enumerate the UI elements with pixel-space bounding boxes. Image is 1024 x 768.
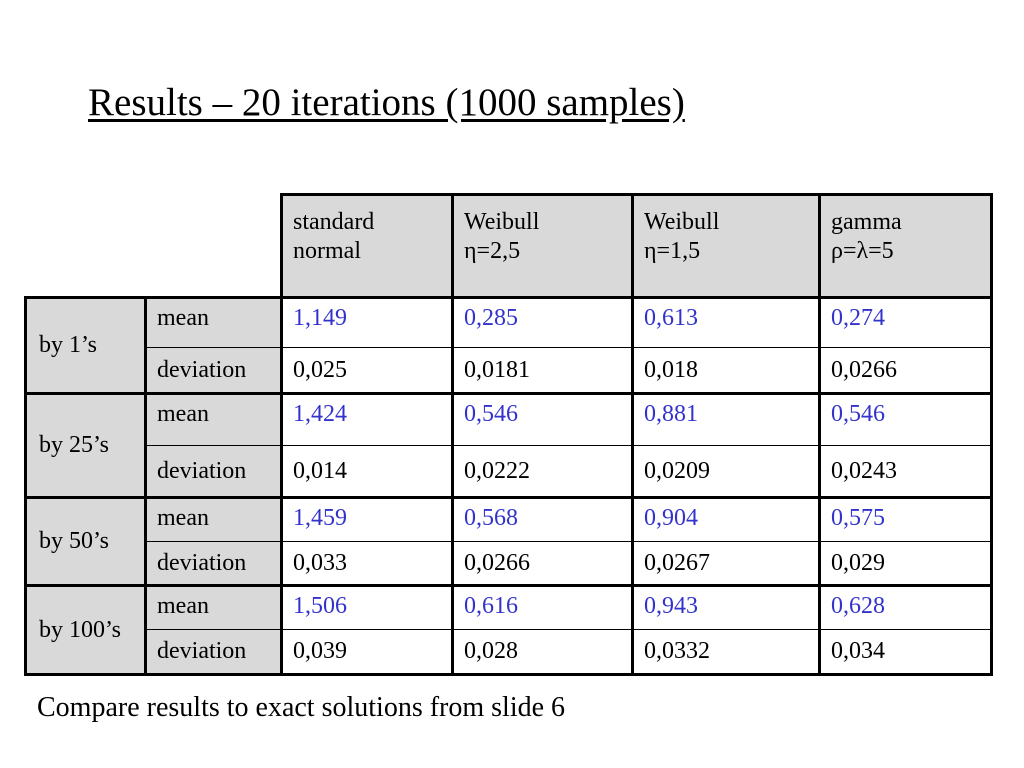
mean-cell: 1,506 <box>282 586 453 630</box>
mean-cell: 0,546 <box>453 394 633 446</box>
mean-cell: 1,424 <box>282 394 453 446</box>
group-label: by 100’s <box>26 586 146 675</box>
row-label-deviation: deviation <box>146 348 282 394</box>
table-row <box>26 542 992 586</box>
deviation-cell: 0,0209 <box>633 446 820 498</box>
row-label-mean: mean <box>146 298 282 348</box>
mean-cell: 1,459 <box>282 498 453 542</box>
table-row <box>26 498 992 542</box>
table-row <box>26 446 992 498</box>
column-header-gamma: gamma ρ=λ=5 <box>820 195 992 298</box>
deviation-cell: 0,0222 <box>453 446 633 498</box>
mean-cell: 0,616 <box>453 586 633 630</box>
deviation-cell: 0,0267 <box>633 542 820 586</box>
deviation-cell: 0,0181 <box>453 348 633 394</box>
deviation-cell: 0,034 <box>820 630 992 675</box>
results-table <box>24 193 993 676</box>
deviation-cell: 0,0266 <box>453 542 633 586</box>
deviation-cell: 0,014 <box>282 446 453 498</box>
deviation-cell: 0,033 <box>282 542 453 586</box>
table-row <box>26 586 992 630</box>
row-label-mean: mean <box>146 586 282 630</box>
mean-cell: 0,285 <box>453 298 633 348</box>
mean-cell: 0,575 <box>820 498 992 542</box>
table-row <box>26 348 992 394</box>
deviation-cell: 0,029 <box>820 542 992 586</box>
corner-blank-cell <box>26 195 282 298</box>
mean-cell: 0,904 <box>633 498 820 542</box>
mean-cell: 0,628 <box>820 586 992 630</box>
footnote: Compare results to exact solutions from slide 6 <box>37 692 566 723</box>
header-row <box>26 195 992 298</box>
deviation-cell: 0,0332 <box>633 630 820 675</box>
deviation-cell: 0,039 <box>282 630 453 675</box>
mean-cell: 0,568 <box>453 498 633 542</box>
table-row <box>26 630 992 675</box>
row-label-deviation: deviation <box>146 630 282 675</box>
mean-cell: 0,943 <box>633 586 820 630</box>
row-label-deviation: deviation <box>146 542 282 586</box>
mean-cell: 1,149 <box>282 298 453 348</box>
mean-cell: 0,274 <box>820 298 992 348</box>
deviation-cell: 0,018 <box>633 348 820 394</box>
group-label: by 1’s <box>26 298 146 394</box>
mean-cell: 0,613 <box>633 298 820 348</box>
row-label-mean: mean <box>146 498 282 542</box>
slide-title: Results – 20 iterations (1000 samples) <box>88 81 685 124</box>
column-header-weibull-1-5: Weibull η=1,5 <box>633 195 820 298</box>
deviation-cell: 0,0266 <box>820 348 992 394</box>
mean-cell: 0,881 <box>633 394 820 446</box>
deviation-cell: 0,0243 <box>820 446 992 498</box>
group-label: by 25’s <box>26 394 146 498</box>
column-header-standard-normal: standard normal <box>282 195 453 298</box>
table-row <box>26 298 992 348</box>
deviation-cell: 0,025 <box>282 348 453 394</box>
column-header-weibull-2-5: Weibull η=2,5 <box>453 195 633 298</box>
mean-cell: 0,546 <box>820 394 992 446</box>
row-label-deviation: deviation <box>146 446 282 498</box>
table-row <box>26 394 992 446</box>
deviation-cell: 0,028 <box>453 630 633 675</box>
row-label-mean: mean <box>146 394 282 446</box>
group-label: by 50’s <box>26 498 146 586</box>
